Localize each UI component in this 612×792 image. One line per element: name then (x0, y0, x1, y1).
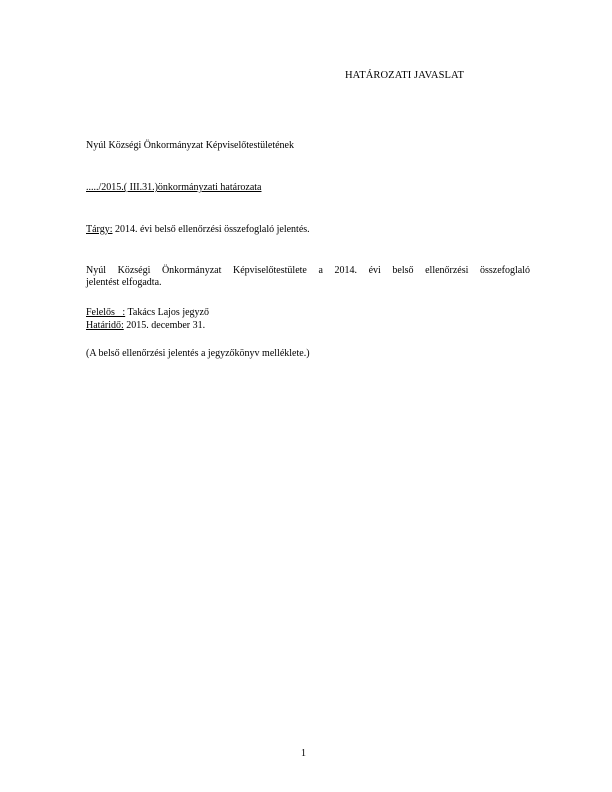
deadline-text: 2015. december 31. (123, 320, 206, 331)
attachment-note: (A belső ellenőrzési jelentés a jegyzőkönyv melléklete.) (86, 348, 310, 359)
responsible-line (86, 307, 209, 319)
addressee-line: Nyúl Községi Önkormányzat Képviselőtestületének (86, 140, 294, 151)
resolution-number: ...../2015.( III.31.)önkormányzati határozata (86, 182, 262, 193)
subject-line (86, 224, 310, 236)
body-line-2: jelentést elfogadta. (86, 277, 162, 288)
deadline-line (86, 320, 205, 332)
responsible-label: Felelős : (86, 307, 126, 318)
subject-label: Tárgy: (86, 224, 113, 235)
page-number: 1 (301, 748, 306, 759)
document-title: HATÁROZATI JAVASLAT (345, 70, 465, 81)
body-line-1: Nyúl Községi Önkormányzat Képviselőtestülete a 2014. évi belső ellenőrzési összefoglaló (86, 265, 530, 276)
subject-text: 2014. évi belső ellenőrzési összefoglaló jelentés. (112, 224, 310, 235)
deadline-label: Határidő: (86, 320, 124, 331)
responsible-text: Takács Lajos jegyző (125, 307, 209, 318)
